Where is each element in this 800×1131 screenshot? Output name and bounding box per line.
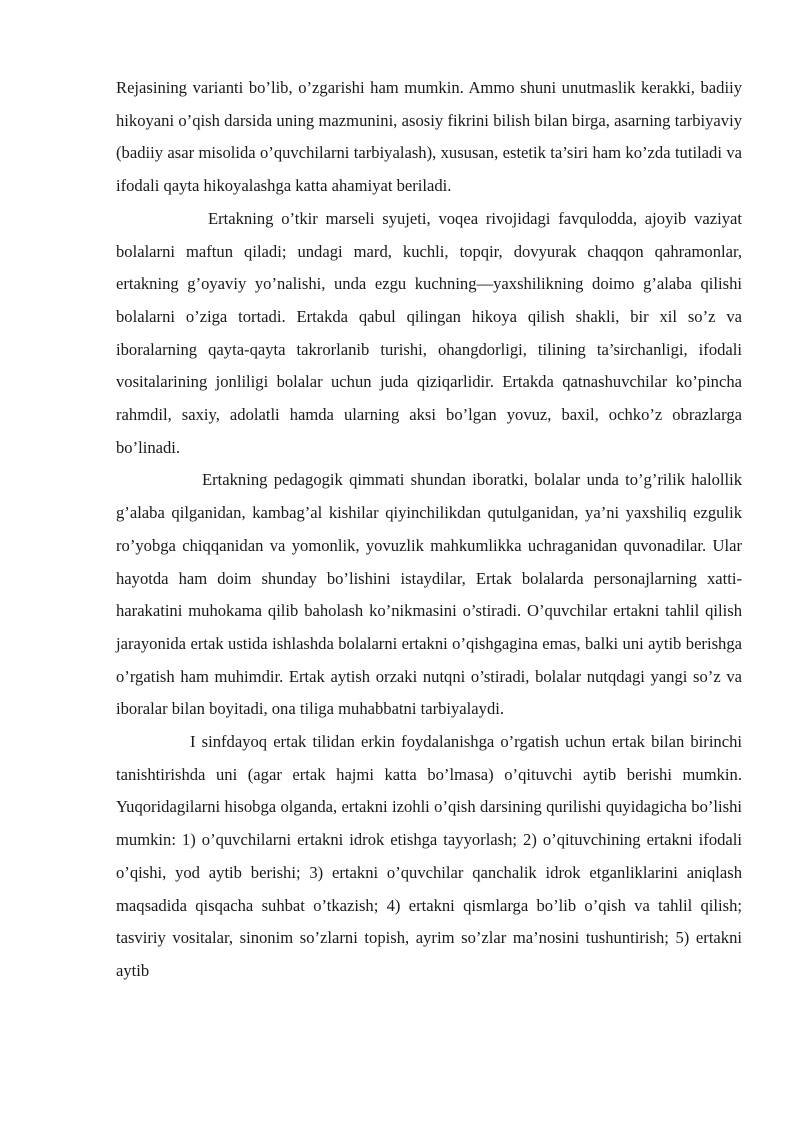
document-page	[116, 72, 742, 988]
paragraph-pedagogical-value: Ertakning pedagogik qimmati shundan iboratki, bolalar unda to’g’rilik halollik g’alaba qilganidan, kambag’al kishilar qiyinchilikdan qutulganidan, ya’ni yaxshiliq ezgulik ro’yobga chiqqanidan va yomonlik, yovuzlik mahkumlikka uchraganidan quvonadilar. Ular hayotda ham doim shunday bo’lishini istaydilar, Ertak bolalarda personajlarning xatti-harakatini muhokama qilib baholash ko’nikmasini o’stiradi. O’quvchilar ertakni tahlil qilish jarayonida ertak ustida ishlashda bolalarni ertakni o’qishgagina emas, balki uni aytib berishga o’rgatish ham muhimdir. Ertak aytish orzaki nutqni o’stiradi, bolalar nutqdagi yangi so’z va iboralar bilan boyitadi, ona tiliga muhabbatni tarbiyalaydi.	[116, 470, 742, 719]
paragraph-fairy-tale-features: Ertakning o’tkir marseli syujeti, voqea rivojidagi favqulodda, ajoyib vaziyat bolalarni maftun qiladi; undagi mard, kuchli, topqir, dovyurak chaqqon qahramonlar, ertakning g’oyaviy yo’nalishi, unda ezgu kuchning—yaxshilikning doimo g’alaba qilishi bolalarni o’ziga tortadi. Ertakda qabul qilingan hikoya qilish shakli, bir xil so’z va iboralarning qayta-qayta takrorlanib turishi, ohangdorligi, tilining ta’sirchanligi, ifodali vositalarining jonliligi bolalar uchun juda qiziqarlidir. Ertakda qatnashuvchilar ko’pincha rahmdil, saxiy, adolatli hamda ularning aksi bo’lgan yovuz, baxil, ochko’z obrazlarga bo’linadi.	[116, 208, 742, 457]
paragraph-intro: Rejasining varianti bo’lib, o’zgarishi ham mumkin. Ammo shuni unutmaslik kerakki, badiiy hikoyani o’qish darsida uning mazmunini, asosiy fikrini bilish bilan birga, asarning tarbiyaviy (badiiy asar misolida o’quvchilarni tarbiyalash), xususan, estetik ta’siri ham ko’zda tutiladi va ifodali qayta hikoyalashga katta ahamiyat beriladi.	[116, 78, 742, 196]
paragraph-lesson-structure: I sinfdayoq ertak tilidan erkin foydalanishga o’rgatish uchun ertak bilan birinchi tanishtirishda uni (agar ertak hajmi katta bo’lmasa) o’qituvchi aytib berishi mumkin. Yuqoridagilarni hisobga olganda, ertakni izohli o’qish darsining qurilishi quyidagicha bo’lishi mumkin: 1) o’quvchilarni ertakni idrok etishga tayyorlash; 2) o’qituvchining ertakni ifodali o’qishi, yod aytib berishi; 3) ertakni o’quvchilar qanchalik idrok etganliklarini aniqlash maqsadida qisqacha suhbat o’tkazish; 4) ertakni qismlarga bo’lib o’qish va tahlil qilish; tasviriy vositalar, sinonim so’zlarni topish, ayrim so’zlar ma’nosini tushuntirish; 5) ertakni aytib	[116, 732, 742, 980]
